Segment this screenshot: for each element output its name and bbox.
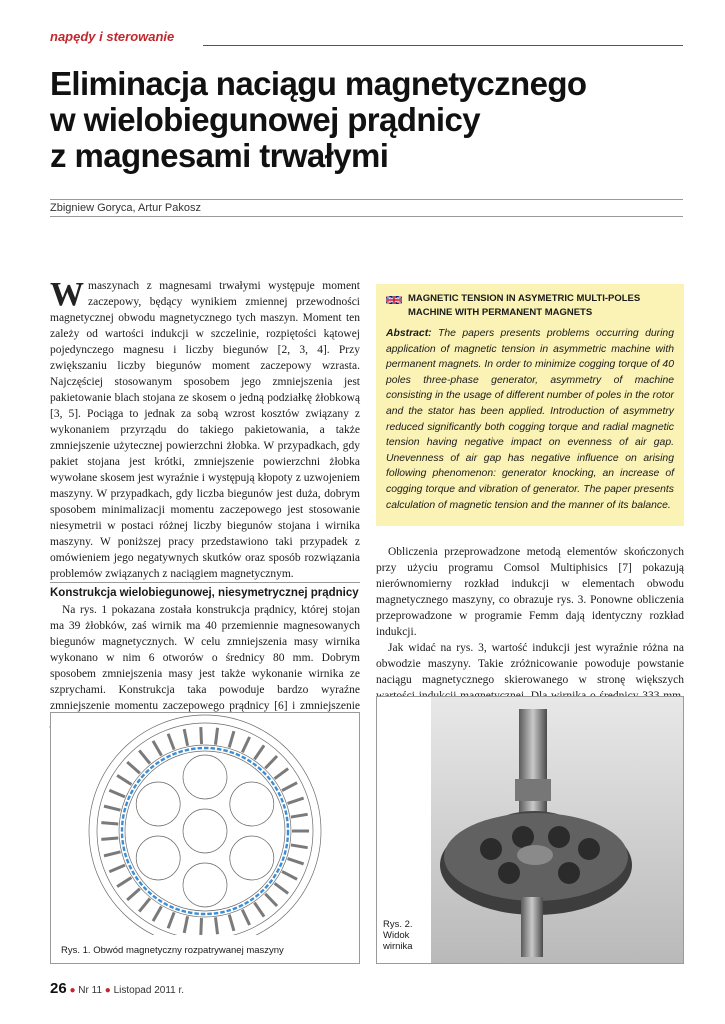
footer <box>50 980 184 997</box>
section-rule <box>203 45 683 46</box>
stator-slot <box>101 823 118 824</box>
section-column <box>50 602 360 730</box>
abstract-label: Abstract: <box>386 328 432 339</box>
uk-flag-icon <box>386 295 402 305</box>
intro-text: maszynach z magnesami trwałymi występuje moment zaczepowy, będący wynikiem zmiennej przewodności magnetycznej obwodu magnetycznego tych maszyn. Moment ten zależy od wartości indukcji w szczelinie, rozpiętości kątowej pojedynczego magnesu i liczby biegunów [2, 3, 4]. Przy zwiększaniu liczby biegunów moment zaczepowy wzrasta. Najczęściej stosowanym sposobem jego zmniejszenia jest pakietowanie blach stojana ze skosem o jedną podziałkę żłobkową [3, 5]. Pociąga to jednak za sobą wzrost kosztów związany z wykonaniem przyrządu do takiego pakietowania, a także zmniejszenie użytecznej powierzchni żłobka. W przypadkach, gdy pakiet stojana jest krótki, zmniejszenie powierzchni żłobka wywołane skosem jest wyraźnie i występują kłopoty z uzwojeniem maszyny. W przypadkach, gdy liczba biegunów jest duża, dobrym sposobem minimalizacji momentu zaczepowego jest stosowanie niesymetrii w postaci różnej liczby biegunów stojana i wirnika maszyny. W poniższej pracy przedstawiono taki przypadek z omówieniem jego negatywnych skutków oraz sposób rozwiązania problemów związanych z naciągiem magnetycznym. <box>50 280 360 580</box>
page-number: 26 <box>50 980 67 997</box>
article-title <box>50 66 690 174</box>
title-rule <box>50 199 683 200</box>
figure-1 <box>50 712 360 964</box>
right-column <box>376 544 684 720</box>
abstract-box <box>376 284 684 526</box>
section-heading: Konstrukcja wielobiegunowej, niesymetrycznej prądnicy <box>50 582 360 599</box>
stator-slot <box>215 917 217 934</box>
abstract-text: The papers presents problems occurring during application of magnetic tension in asymmetric machine with permanent magnets. In order to minimize cogging torque of 40 poles three-phase generator, asymmetry of machine consisting in the usage of different number of poles in the rotor and the stator has been applied. Introduction of asymmetry reduced significantly both cogging torque and radial magnetic tension having negative impact on evenness of air gap. Unevenness of air gap has negative influence on arising following phenomenon: generator knocking, an increase of cogging torque and vibration of generator. The paper presents calculation of magnetic tension and the manner of its balance. <box>386 328 674 511</box>
section-paragraph: Na rys. 1 pokazana została konstrukcja prądnicy, której stojan ma 39 żłobków, zaś wirnik ma 40 przemiennie magnesowanych biegunów magnetycznych. W celu zmniejszenia masy wirnika wykonano w nim 6 otworów o średnicy 80 mm. Dobrym sposobem zmniejszenia masy jest także wykonanie wirnika ze szprychami. Konstrukcja taka powoduje bardzo wyraźne zmniejszenie momentu zaczepowego prądnicy [6] i zmniejszenie <box>50 604 360 712</box>
magnetic-circuit-drawing <box>51 713 359 935</box>
abstract-title: MAGNETIC TENSION IN ASYMETRIC MULTI-POLES MACHINE WITH PERMANENT MAGNETS <box>408 293 641 318</box>
stator-slot <box>201 918 202 935</box>
footer-separator-1: ● <box>69 985 76 996</box>
right-paragraph-1: Obliczenia przeprowadzone metodą elementów skończonych przy użyciu programu Comsol Multiphisics [7] pokazują nierównomierny rozkład indukcji w elementach obwodu magnetycznego maszyny, co obrazuje rys. 3. Ponowne obliczenia przeprowadzone w programie Femm dają identyczny rozkład indukcji. <box>376 546 684 638</box>
issue-date: Listopad 2011 r. <box>113 985 185 996</box>
section-tag: napędy i sterowanie <box>50 29 175 44</box>
intro-paragraph <box>50 278 360 582</box>
stator-slot <box>215 728 217 745</box>
stator-slot <box>201 727 202 744</box>
abstract-header <box>386 292 674 320</box>
figure-1-caption: Rys. 1. Obwód magnetyczny rozpatrywanej maszyny <box>61 945 284 956</box>
title-line-1: Eliminacja naciągu magnetycznego <box>50 65 587 102</box>
right-paragraph-2: Jak widać na rys. 3, wartość indukcji jest wyraźnie różna na obwodzie maszyny. Takie zróżnicowanie powoduje powstanie naciągu magnetycznego skierowanego w stronę większych <box>376 642 684 686</box>
authors: Zbigniew Goryca, Artur Pakosz <box>50 202 202 214</box>
abstract-body <box>386 326 674 513</box>
title-line-2: w wielobiegunowej prądnicy <box>50 101 480 138</box>
issue-number: Nr 11 <box>78 985 103 996</box>
rotor-photo <box>431 697 683 963</box>
authors-rule <box>50 216 683 217</box>
footer-separator-2: ● <box>104 985 111 996</box>
figure-2-caption: Rys. 2. Widok wirnika <box>383 919 413 952</box>
dropcap: W <box>50 276 84 313</box>
title-line-3: z magnesami trwałymi <box>50 137 389 174</box>
figure-2 <box>376 696 684 964</box>
stator-slot <box>101 838 118 839</box>
intro-column <box>50 278 360 582</box>
